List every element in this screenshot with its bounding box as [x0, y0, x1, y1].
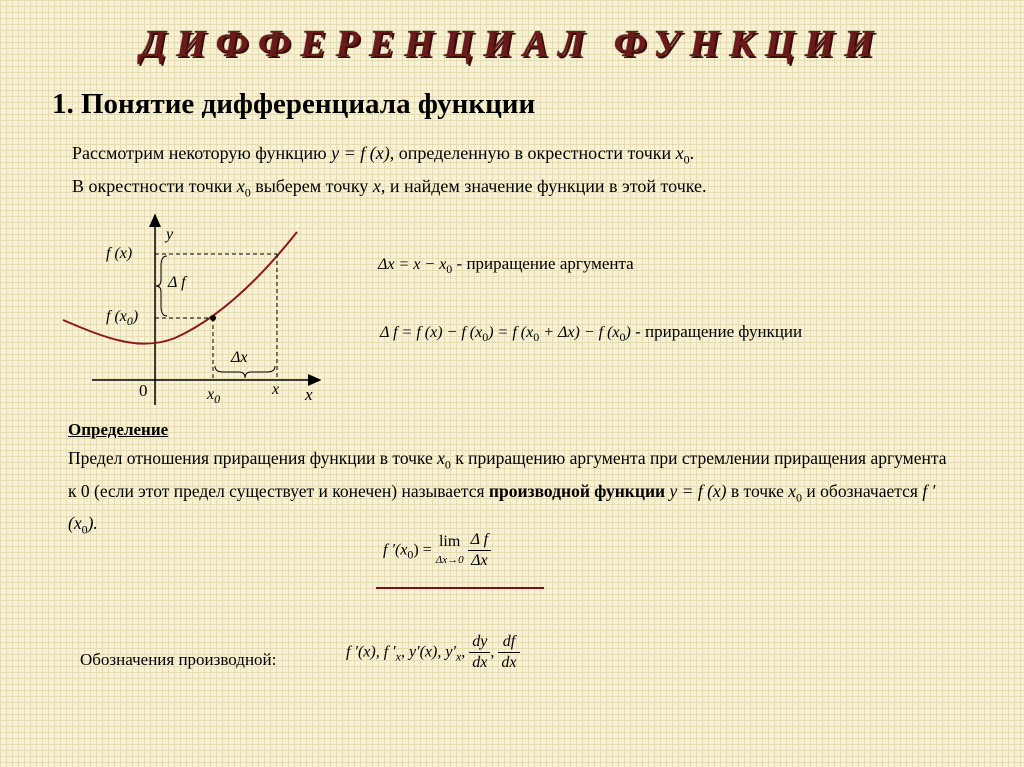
limit-lhs-end: ) =	[413, 541, 436, 559]
fx0-end: )	[132, 308, 139, 325]
line1-mid: , определенную в окрестности точки	[389, 143, 676, 163]
limit-operator	[436, 533, 464, 569]
limit-den: Δx	[471, 552, 488, 569]
def-x0-sub: 0	[444, 457, 451, 472]
formula-delta-f	[380, 322, 802, 345]
limit-fraction	[468, 530, 492, 571]
notation-n2-sub: x	[395, 649, 401, 664]
def-func: y = f (x)	[665, 480, 727, 501]
graph-x0-main: x	[207, 386, 215, 403]
graph-x0-sub: 0	[214, 392, 221, 407]
line1-func: y = f (x)	[331, 143, 390, 163]
graph-delta-f-label: Δ f	[168, 274, 186, 291]
formula-df-sub3: 0	[619, 330, 626, 345]
limit-under: Δx→0	[435, 553, 464, 566]
limit-formula	[383, 530, 491, 571]
fx0-main: f (x	[106, 308, 127, 325]
def-p2: к приращению аргумента при стремлении приращения аргумента к 0 (если этот предел существует и конечен) называется	[68, 448, 947, 501]
function-graph	[55, 210, 330, 415]
limit-lhs-sub: 0	[407, 547, 414, 562]
line2-x0: x	[236, 176, 245, 196]
fx0-sub: 0	[126, 314, 133, 329]
line1-x0: x	[675, 143, 684, 163]
notation-df: df	[498, 632, 519, 653]
formula-df-sub2: 0	[533, 330, 540, 345]
notation-dx2: dx	[501, 654, 517, 671]
delta-f-brace	[156, 256, 167, 316]
formula-dx-expr: Δx = x − x	[378, 256, 447, 273]
graph-delta-x-label: Δx	[231, 349, 248, 366]
formula-df-desc: - приращение функции	[630, 322, 803, 341]
line1-end: .	[689, 143, 695, 163]
line2-mid: выберем точку	[250, 176, 373, 196]
notation-label: Обозначения производной:	[80, 650, 277, 669]
formula-df-sub1: 0	[482, 330, 489, 345]
line2-pre: В окрестности точки	[72, 176, 237, 196]
limit-lhs: f ′(x	[383, 541, 408, 559]
graph-y-label: y	[166, 226, 174, 243]
line2-end: , и найдем значение функции в этой точке.	[380, 176, 707, 196]
def-p1: Предел отношения приращения функции в точке	[68, 448, 438, 468]
def-fprime-sub: 0	[81, 522, 88, 537]
notation-n1: f ′(x),	[346, 643, 384, 661]
formula-df-close: )	[625, 324, 631, 341]
definition-title: Определение	[68, 420, 169, 439]
def-fprime: f ′(x	[68, 480, 936, 533]
point-x0	[210, 315, 216, 321]
line2-x0-sub: 0	[244, 185, 251, 200]
limit-num: Δ f	[468, 530, 492, 551]
page-title: ДИФФЕРЕНЦИАЛ ФУНКЦИИ	[140, 23, 884, 65]
notation-dfdx	[498, 632, 519, 673]
notation-n4-sub: x	[455, 649, 462, 664]
def-x0b-sub: 0	[796, 490, 803, 504]
def-fprime-end: ).	[87, 513, 98, 533]
def-p3: в точке	[726, 480, 789, 501]
def-p4: и обозначается	[802, 480, 923, 501]
graph-origin-label: 0	[139, 381, 148, 400]
intro-line-2	[72, 176, 707, 201]
graph-x-point-label: x	[272, 381, 280, 398]
def-x0: x	[437, 448, 445, 468]
definition-text	[68, 445, 948, 543]
section-heading: 1. Понятие дифференциала функции	[52, 88, 536, 120]
graph-fx0-label	[106, 308, 138, 329]
limit-lim: lim	[438, 532, 461, 550]
notation-list	[346, 632, 520, 673]
notation-sep: ,	[490, 643, 495, 661]
notation-dx1: dx	[472, 654, 488, 671]
formula-dx-desc: - приращение аргумента	[452, 254, 634, 273]
notation-n3: , y′(x),	[400, 643, 446, 661]
line1-x0-sub: 0	[683, 152, 690, 167]
def-bold-term: производной функции	[488, 480, 666, 501]
graph-fx-label: f (x)	[106, 245, 133, 262]
formula-df-end: + Δx) − f (x	[539, 324, 620, 341]
graph-x-label: x	[305, 385, 313, 404]
formula-delta-x	[378, 254, 634, 277]
intro-line-1	[72, 143, 694, 168]
separator-line	[376, 587, 544, 589]
formula-dx-sub: 0	[446, 262, 453, 277]
graph-x0-label	[207, 386, 220, 407]
notation-n5: ,	[461, 643, 466, 661]
def-x0b: x	[788, 480, 797, 501]
line2-x: x	[372, 176, 381, 196]
notation-dy: dy	[469, 632, 490, 653]
notation-dydx	[469, 632, 490, 673]
formula-df-expr: Δ f = f (x) − f (x	[380, 324, 483, 341]
notation-n2: f ′	[383, 643, 396, 661]
delta-x-brace	[215, 366, 275, 378]
line1-pre: Рассмотрим некоторую функцию	[72, 143, 332, 163]
notation-n4: y′	[445, 643, 456, 661]
formula-df-mid: ) = f (x	[488, 324, 534, 341]
